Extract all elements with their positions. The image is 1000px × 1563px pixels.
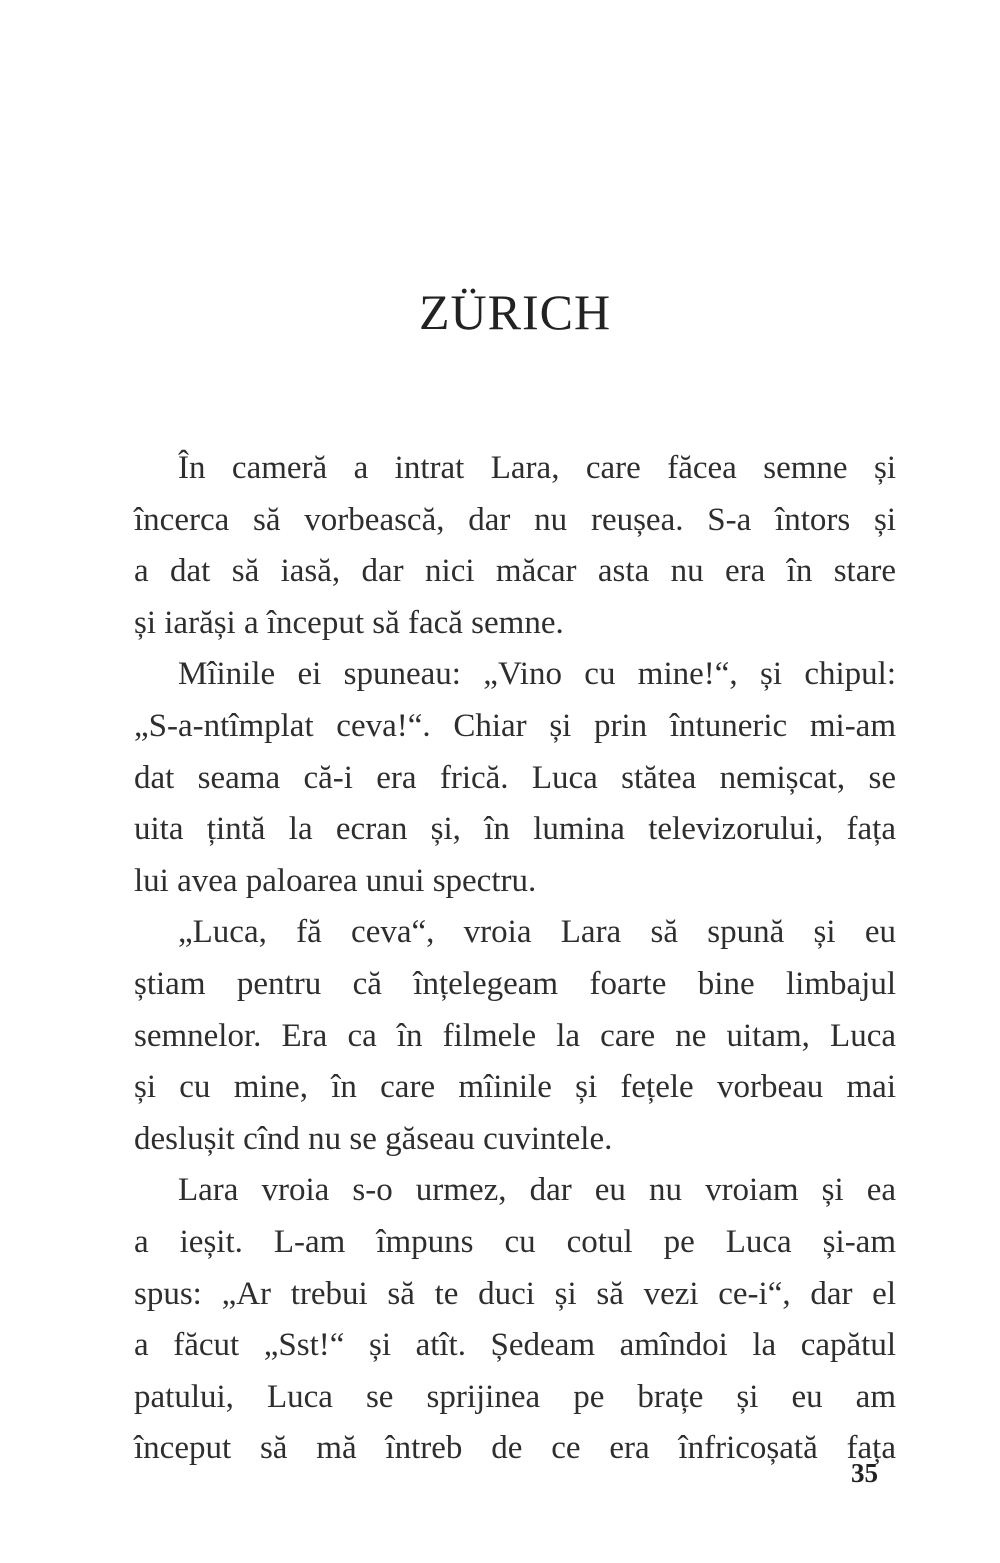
paragraph-3-line-3: semnelor. Era ca în filmele la care ne uitam, Luca [134, 1017, 896, 1054]
paragraph-4-line-3: spus: „Ar trebui să te duci și să vezi ce-i“, dar el [134, 1275, 896, 1312]
paragraph-1-line-3: a dat să iasă, dar nici măcar asta nu era în stare [134, 553, 896, 590]
paragraph-3-line-5: deslușit cînd nu se găseau cuvintele. [134, 1120, 613, 1157]
paragraph-4-line-4: a făcut „Sst!“ și atît. Ședeam amîndoi la capătul [134, 1327, 896, 1364]
paragraph-1-line-1: În cameră a intrat Lara, care făcea semne și [178, 450, 896, 486]
paragraph-4-line-5: patului, Luca se sprijinea pe brațe și eu am [134, 1378, 896, 1415]
page-number: 35 [851, 1458, 878, 1488]
paragraph-2-line-5: lui avea paloarea unui spectru. [134, 862, 537, 899]
paragraph-3-line-2: știam pentru că înțelegeam foarte bine limbajul [134, 965, 896, 1002]
chapter-title: ZÜRICH [418, 284, 612, 340]
paragraph-1-line-4: și iarăși a început să facă semne. [134, 604, 564, 641]
paragraph-3-line-1: „Luca, fă ceva“, vroia Lara să spună și eu [178, 914, 896, 951]
paragraph-4-line-6: început să mă întreb de ce era înfricoșată fața [134, 1430, 896, 1467]
paragraph-2-line-3: dat seama că-i era frică. Luca stătea nemișcat, se [134, 759, 896, 796]
body-text [134, 443, 896, 1475]
paragraph-4-line-1: Lara vroia s-o urmez, dar eu nu vroiam și ea [178, 1172, 896, 1209]
paragraph-1-line-2: încerca să vorbească, dar nu reușea. S-a întors și [134, 501, 896, 538]
paragraph-2-line-4: uita țintă la ecran și, în lumina televizorului, fața [134, 811, 896, 848]
paragraph-2-line-2: „S-a-ntîmplat ceva!“. Chiar și prin întuneric mi-am [134, 707, 896, 744]
paragraph-3-line-4: și cu mine, în care mîinile și fețele vorbeau mai [134, 1069, 896, 1106]
paragraph-2-line-1: Mîinile ei spuneau: „Vino cu mine!“, și chipul: [178, 656, 896, 693]
paragraph-4-line-2: a ieșit. L-am împuns cu cotul pe Luca și-am [134, 1223, 896, 1260]
